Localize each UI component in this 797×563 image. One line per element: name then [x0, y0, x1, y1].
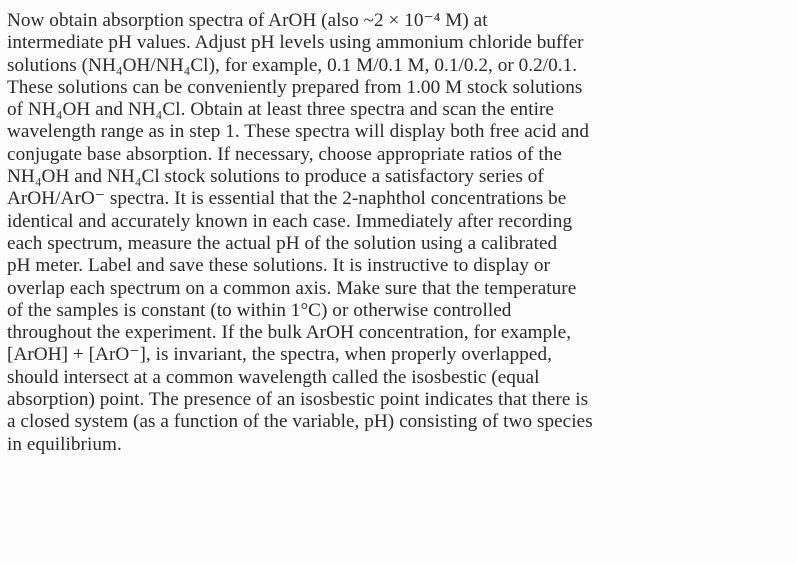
paragraph-line: in equilibrium.	[7, 433, 122, 455]
paragraph-line: of the samples is constant (to within 1°C) or otherwise controlled	[7, 299, 512, 321]
paragraph-line: These solutions can be conveniently prepared from 1.00 M stock solutions	[7, 76, 583, 98]
body-paragraph	[7, 10, 785, 456]
paragraph-line: throughout the experiment. If the bulk ArOH concentration, for example,	[7, 322, 572, 344]
paragraph-line: Now obtain absorption spectra of ArOH (also ~2 × 10⁻⁴ M) at	[7, 10, 488, 31]
paragraph-line: NH₄OH and NH₄Cl stock solutions to produce a satisfactory series of	[7, 166, 544, 188]
paragraph-line: intermediate pH values. Adjust pH levels using ammonium chloride buffer	[7, 32, 584, 54]
paragraph-line: a closed system (as a function of the variable, pH) consisting of two species	[7, 411, 593, 433]
paragraph-line: should intersect at a common wavelength called the isosbestic (equal	[7, 366, 540, 388]
paragraph-line: solutions (NH₄OH/NH₄Cl), for example, 0.1 M/0.1 M, 0.1/0.2, or 0.2/0.1.	[7, 54, 578, 76]
paragraph-line: pH meter. Label and save these solutions. It is instructive to display or	[7, 255, 550, 277]
paragraph-line: each spectrum, measure the actual pH of the solution using a calibrated	[7, 232, 558, 254]
paragraph-line: [ArOH] + [ArO⁻], is invariant, the spectra, when properly overlapped,	[7, 344, 552, 366]
paragraph-line: of NH₄OH and NH₄Cl. Obtain at least three spectra and scan the entire	[7, 99, 554, 121]
paragraph-line: ArOH/ArO⁻ spectra. It is essential that the 2-naphthol concentrations be	[7, 188, 567, 210]
paragraph-line: wavelength range as in step 1. These spectra will display both free acid and	[7, 121, 590, 143]
paragraph-line: overlap each spectrum on a common axis. Make sure that the temperature	[7, 277, 577, 299]
paragraph-line: absorption) point. The presence of an isosbestic point indicates that there is	[7, 389, 589, 411]
paragraph-line: identical and accurately known in each case. Immediately after recording	[7, 210, 573, 232]
paragraph-line: conjugate base absorption. If necessary, choose appropriate ratios of the	[7, 143, 562, 165]
